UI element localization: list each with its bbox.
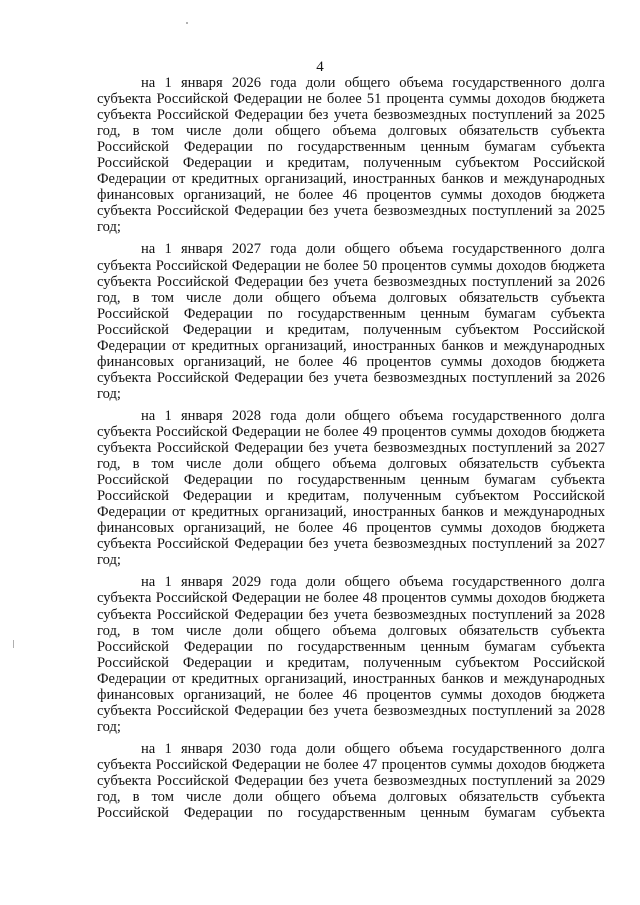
text-line: Российской Федерации по государственным ценным бумагам субъекта	[97, 305, 605, 322]
text-line: субъекта Российской Федерации без учета безвозмездных поступлений за 2027	[97, 536, 605, 553]
text-line: на 1 января 2028 года доли общего объема государственного долга	[141, 407, 605, 424]
paragraph	[97, 75, 605, 235]
text-line: субъекта Российской Федерации не более 48 процентов суммы доходов бюджета	[97, 590, 605, 607]
text-line: год;	[97, 552, 121, 569]
text-line: Российской Федерации и кредитам, полученным субъектом Российской	[97, 321, 605, 338]
paragraph	[97, 408, 605, 568]
text-line: на 1 января 2029 года доли общего объема государственного долга	[141, 574, 605, 591]
text-line: субъекта Российской Федерации без учета безвозмездных поступлений за 2025	[97, 107, 605, 124]
text-line: год;	[97, 219, 121, 236]
text-line: субъекта Российской Федерации без учета безвозмездных поступлений за 2028	[97, 606, 605, 623]
scan-speck	[186, 22, 188, 24]
text-line: Федерации от кредитных организаций, иностранных банков и международных	[97, 171, 605, 188]
text-line: субъекта Российской Федерации без учета безвозмездных поступлений за 2026	[97, 369, 605, 386]
text-line: на 1 января 2026 года доли общего объема государственного долга	[141, 75, 605, 91]
paragraph	[97, 741, 605, 821]
text-line: субъекта Российской Федерации не более 50 процентов суммы доходов бюджета	[97, 257, 605, 274]
text-line: Российской Федерации по государственным ценным бумагам субъекта	[97, 805, 605, 822]
text-line: Российской Федерации и кредитам, полученным субъектом Российской	[97, 654, 605, 671]
text-line: Федерации от кредитных организаций, иностранных банков и международных	[97, 504, 605, 521]
text-line: финансовых организаций, не более 46 процентов суммы доходов бюджета	[97, 187, 605, 204]
text-line: Российской Федерации по государственным ценным бумагам субъекта	[97, 472, 605, 489]
scan-margin-mark	[13, 640, 14, 648]
text-line: Федерации от кредитных организаций, иностранных банков и международных	[97, 670, 605, 687]
text-line: на 1 января 2027 года доли общего объема государственного долга	[141, 241, 605, 258]
text-line: субъекта Российской Федерации без учета безвозмездных поступлений за 2026	[97, 273, 605, 290]
text-line: субъекта Российской Федерации не более 49 процентов суммы доходов бюджета	[97, 423, 605, 440]
text-line: Российской Федерации по государственным ценным бумагам субъекта	[97, 638, 605, 655]
paragraph	[97, 574, 605, 734]
text-line: Российской Федерации и кредитам, полученным субъектом Российской	[97, 488, 605, 505]
text-line: субъекта Российской Федерации без учета безвозмездных поступлений за 2027	[97, 440, 605, 457]
document-body	[97, 75, 605, 827]
text-line: субъекта Российской Федерации без учета безвозмездных поступлений за 2028	[97, 702, 605, 719]
text-line: год, в том числе доли общего объема долговых обязательств субъекта	[97, 456, 605, 473]
text-line: год, в том числе доли общего объема долговых обязательств субъекта	[97, 123, 605, 140]
text-line: субъекта Российской Федерации без учета безвозмездных поступлений за 2029	[97, 772, 605, 789]
paragraph	[97, 241, 605, 401]
text-line: финансовых организаций, не более 46 процентов суммы доходов бюджета	[97, 353, 605, 370]
text-line: год, в том числе доли общего объема долговых обязательств субъекта	[97, 789, 605, 806]
text-line: субъекта Российской Федерации не более 51 процента суммы доходов бюджета	[97, 91, 605, 108]
text-line: год;	[97, 385, 121, 402]
text-line: финансовых организаций, не более 46 процентов суммы доходов бюджета	[97, 520, 605, 537]
text-line: год;	[97, 718, 121, 735]
text-line: Российской Федерации по государственным ценным бумагам субъекта	[97, 139, 605, 156]
text-line: год, в том числе доли общего объема долговых обязательств субъекта	[97, 289, 605, 306]
text-line: год, в том числе доли общего объема долговых обязательств субъекта	[97, 622, 605, 639]
text-line: финансовых организаций, не более 46 процентов суммы доходов бюджета	[97, 686, 605, 703]
text-line: Федерации от кредитных организаций, иностранных банков и международных	[97, 337, 605, 354]
page-number: 4	[316, 59, 324, 75]
text-line: субъекта Российской Федерации не более 47 процентов суммы доходов бюджета	[97, 756, 605, 773]
text-line: на 1 января 2030 года доли общего объема государственного долга	[141, 740, 605, 757]
text-line: субъекта Российской Федерации без учета безвозмездных поступлений за 2025	[97, 203, 605, 220]
text-line: Российской Федерации и кредитам, полученным субъектом Российской	[97, 155, 605, 172]
